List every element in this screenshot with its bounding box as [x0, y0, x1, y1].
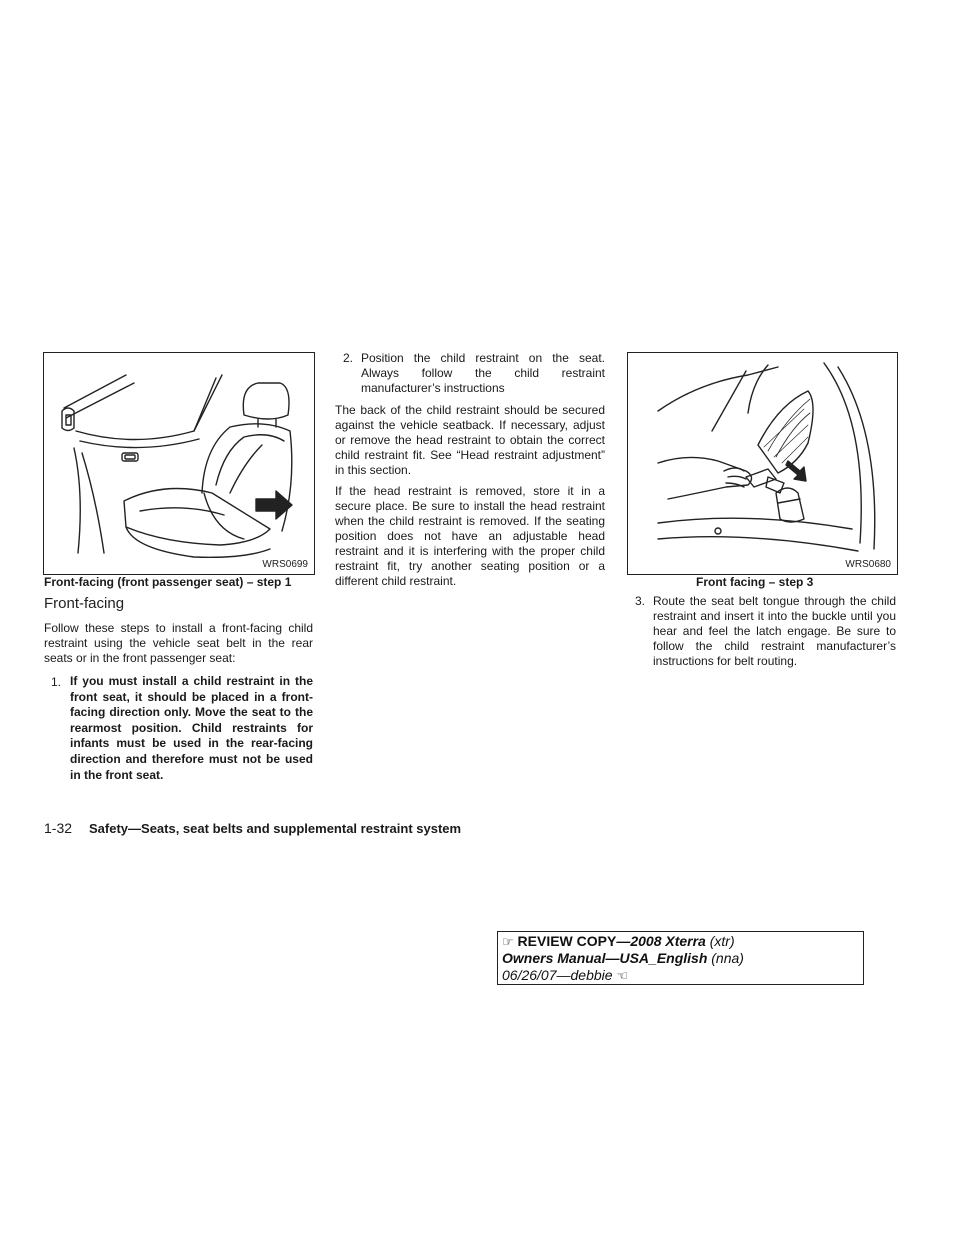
chapter-title: Safety—Seats, seat belts and supplemental restraint system [89, 821, 462, 836]
step-number: 3. [635, 594, 646, 608]
step-3-text: Route the seat belt tongue through the child restraint and insert it into the buckle until you hear and feel the latch engage. Be sure to follow the child restraint manufacturer’s instructions for belt routing. [653, 594, 896, 668]
review-copy-box [497, 931, 864, 985]
buckle-illustration [628, 353, 897, 574]
figure-seat-belt-buckle [627, 352, 898, 575]
review-model-code: (xtr) [709, 933, 735, 949]
step-number: 2. [343, 351, 354, 365]
step-number: 1. [51, 675, 62, 689]
intro-paragraph: Follow these steps to install a front-facing child restraint using the vehicle seat belt in the rear seats or in the front passenger seat: [44, 621, 313, 665]
seat-illustration [44, 353, 314, 574]
pointing-hand-icon: ☞ [502, 934, 514, 949]
paragraph-head-restraint: If the head restraint is removed, store it in a secure place. Be sure to install the head restraint when the child restraint is removed. If the seating position does not have an adjustable head restraint and it is interfering with the proper child restraint fit, try another seating position or a different child restraint. [335, 484, 605, 588]
step-1-text: If you must install a child restraint in the front seat, it should be placed in a front-facing direction only. Move the seat to the rearmost position. Child restraints for infants must be used in the rear-facing direction and therefore must not be used in the front seat. [70, 674, 313, 782]
review-region: (nna) [711, 950, 744, 966]
review-date-editor: 06/26/07—debbie [502, 967, 613, 983]
review-model: 2008 Xterra [630, 933, 706, 949]
paragraph-seatback: The back of the child restraint should be secured against the vehicle seatback. If necessary, adjust or remove the head restraint to obtain the correct child restraint fit. See “Head restraint adjustment” in this section. [335, 403, 605, 477]
step-2-text: Position the child restraint on the seat. Always follow the child restraint manufacturer’s instructions [361, 351, 605, 395]
review-line-2 [502, 950, 859, 967]
figure-caption: Front facing – step 3 [696, 575, 814, 589]
figure-code: WRS0699 [262, 559, 308, 570]
figure-front-passenger-seat [43, 352, 315, 575]
pointing-hand-left-icon: ☜ [616, 968, 629, 983]
page-number: 1-32 [44, 820, 73, 836]
review-label: REVIEW COPY [517, 933, 617, 949]
review-line-3 [502, 967, 859, 984]
review-manual: Owners Manual—USA_English [502, 950, 708, 966]
figure-caption: Front-facing (front passenger seat) – step 1 [44, 575, 292, 589]
section-heading: Front-facing [44, 595, 125, 612]
review-dash: — [616, 933, 631, 949]
figure-code: WRS0680 [845, 559, 891, 570]
review-line-1 [502, 933, 859, 950]
